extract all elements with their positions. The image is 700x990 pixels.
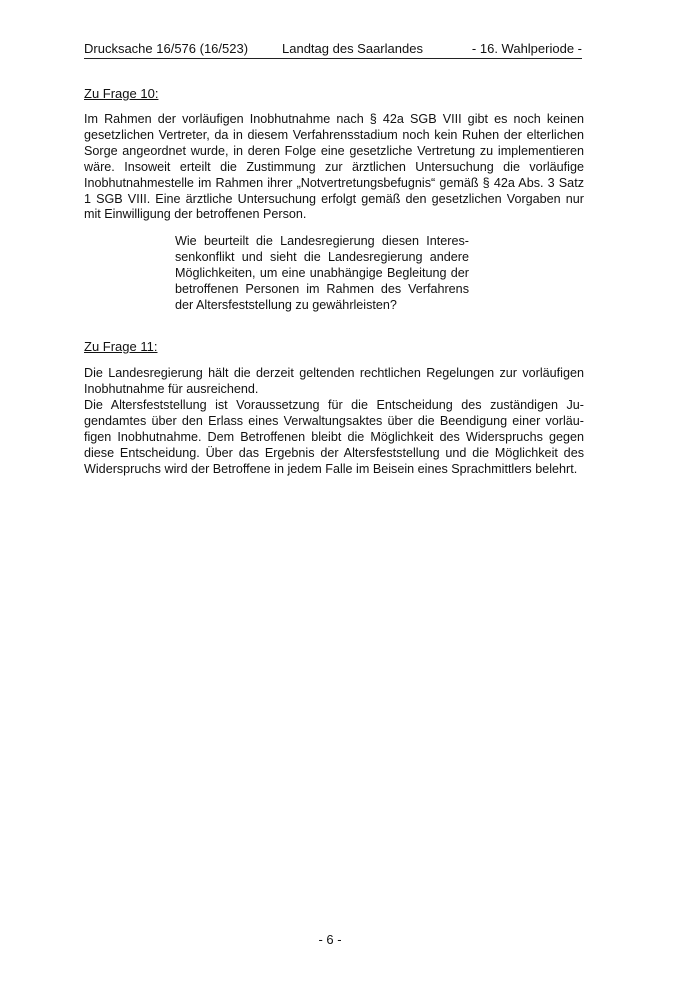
legislative-period: - 16. Wahlperiode - xyxy=(471,41,582,56)
answer-10-paragraph: Im Rahmen der vorläufigen Inobhutnahme nach § 42a SGB VIII gibt es noch keinen gesetzlichen Vertreter, da in diesem Verfahrensstadium noch kein Ruhen der elterlichen Sorge angeordnet wurde, in deren Folge eine gesetzliche Vertretung zu implementieren wäre. Insoweit erteilt die Zustimmung zur ärztlichen Untersuchung die vorläufige Inobhutnahmestelle im Rahmen ihrer „Notvertretungsbefugnis“ gemäß § 42a Abs. 3 Satz 1 SGB VIII. Eine ärztliche Untersuchung erfolgt gemäß den gesetzlichen Vorgaben nur mit Einwilligung der betroffenen Person. xyxy=(84,112,584,222)
answer-11-paragraph-1: Die Landesregierung hält die derzeit geltenden rechtlichen Regelungen zur vorläufigen Inobhutnahme für ausreichend. xyxy=(84,366,584,396)
document-number: Drucksache 16/576 (16/523) xyxy=(84,41,249,56)
answer-11-paragraph-2: Die Altersfeststellung ist Voraussetzung für die Entscheidung des zuständigen Jugendamtes über den Erlass eines Verwaltungsaktes über die Beendigung einer vorläufigen Inobhutnahme. Dem Betroffenen bleibt die Möglichkeit des Widerspruchs gegen diese Entscheidung. Über das Ergebnis der Altersfeststellung und die Möglichkeit des Widerspruchs wird der Betroffene in jedem Falle im Beisein eines Sprachmittlers belehrt. xyxy=(84,398,584,476)
question-block: Wie beurteilt die Landesregierung diesen Interessenkonflikt und sieht die Landesregierung andere Möglichkeiten, um eine unabhängige Begleitung der betroffenen Personen im Rahmen des Verfahrens der Altersfeststellung zu gewährleisten? xyxy=(175,234,469,312)
heading-frage-11: Zu Frage 11: xyxy=(84,339,158,354)
heading-frage-10: Zu Frage 10: xyxy=(84,86,159,101)
page-number: - 6 - xyxy=(318,932,342,947)
parliament-name: Landtag des Saarlandes xyxy=(282,41,423,56)
page-header xyxy=(84,40,582,59)
